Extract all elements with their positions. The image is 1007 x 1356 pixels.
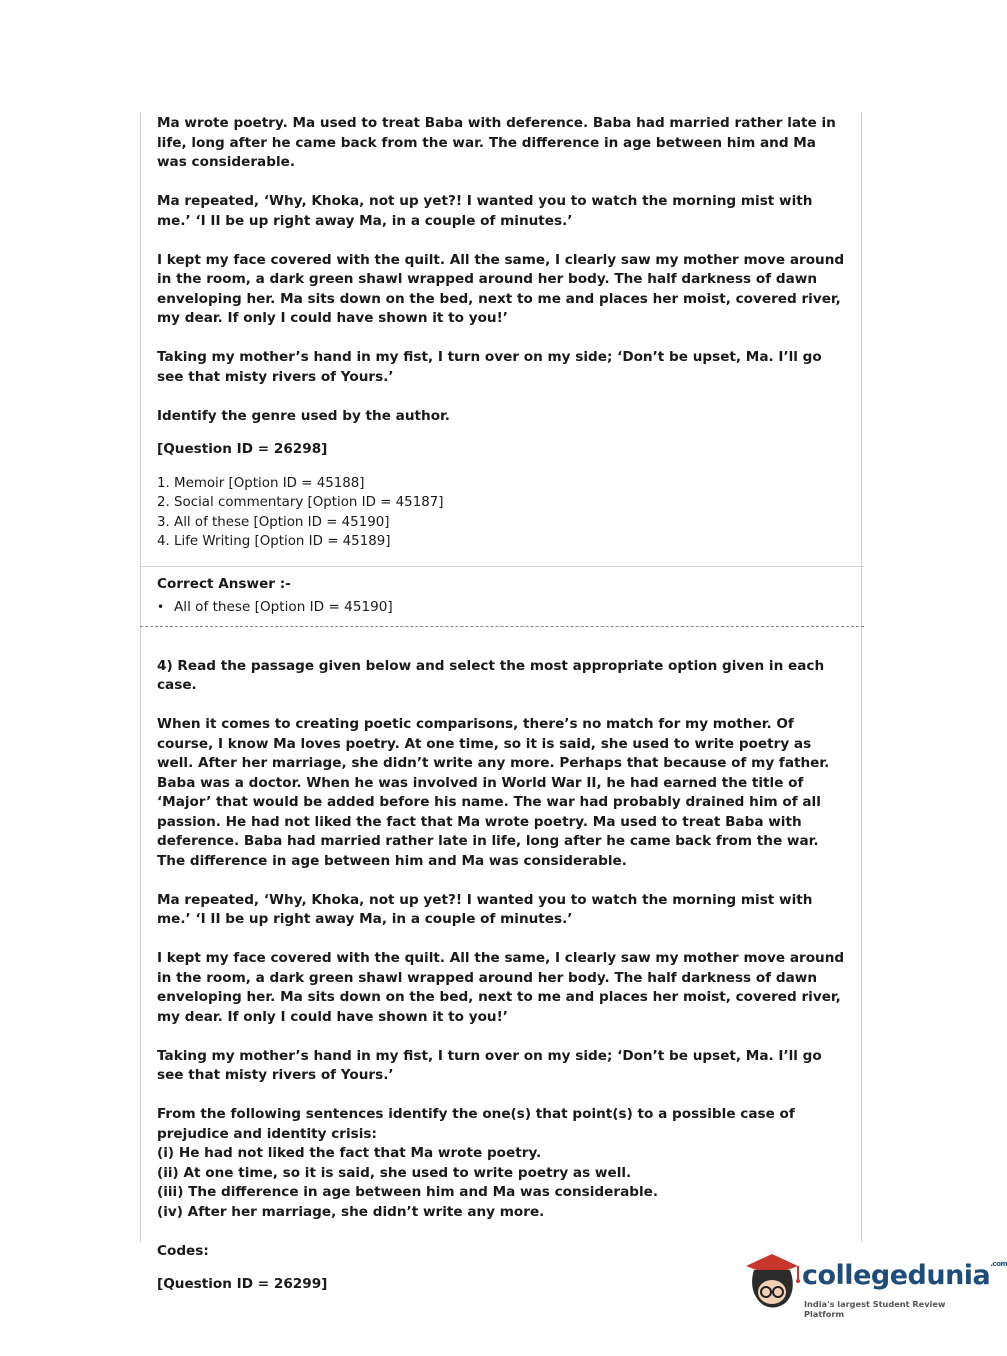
- q3-para-2: Ma repeated, ‘Why, Khoka, not up yet?! I wanted you to watch the morning mist with me.’ ‘I II be up right away Ma, in a couple of minutes.’: [157, 193, 813, 229]
- q4-codes: Codes:: [157, 1242, 209, 1259]
- brand-name: collegedunia$^{.com}$: [802, 1260, 1007, 1291]
- document-content: [157, 114, 847, 1295]
- q4-item: (iv) After her marriage, she didn’t write any more.: [157, 1203, 545, 1220]
- mascot-icon: [742, 1248, 802, 1318]
- q3-option: 2. Social commentary [Option ID = 45187]: [157, 495, 444, 510]
- q3-para-3: I kept my face covered with the quilt. All the same, I clearly saw my mother move around in the room, a dark green shawl wrapped around her body. The half darkness of dawn enveloping her. Ma sits down on the bed, next to me and places her moist, covered river, my dear. If only I could have shown it to you!’: [157, 251, 845, 326]
- q3-options: [157, 474, 847, 552]
- q3-para-1: Ma wrote poetry. Ma used to treat Baba with deference. Baba had married rather late in life, long after he came back from the war. The difference in age between him and Ma was considerable.: [157, 115, 836, 170]
- q4-para-3: I kept my face covered with the quilt. All the same, I clearly saw my mother move around in the room, a dark green shawl wrapped around her body. The half darkness of dawn enveloping her. Ma sits down on the bed, next to me and places her moist, covered river, my dear. If only I could have shown it to you!’: [157, 950, 845, 1025]
- q3-para-4: Taking my mother’s hand in my fist, I turn over on my side; ‘Don’t be upset, Ma. I’ll go see that misty rivers of Yours.’: [157, 349, 822, 385]
- q4-item: (i) He had not liked the fact that Ma wrote poetry.: [157, 1145, 542, 1161]
- q4-heading: 4) Read the passage given below and select the most appropriate option given in each case.: [157, 657, 825, 693]
- correct-answer-text: All of these [Option ID = 45190]: [174, 599, 393, 615]
- q4-para-2: Ma repeated, ‘Why, Khoka, not up yet?! I wanted you to watch the morning mist with me.’ ‘I II be up right away Ma, in a couple of minutes.’: [157, 891, 813, 927]
- q4-question-id: [Question ID = 26299]: [157, 1276, 328, 1292]
- collegedunia-logo: [742, 1248, 1007, 1319]
- q4-item: (iii) The difference in age between him and Ma was considerable.: [157, 1184, 659, 1200]
- q3-option: 3. All of these [Option ID = 45190]: [157, 514, 390, 530]
- brand-tagline: India's largest Student Review Platform: [804, 1299, 946, 1319]
- q4-para-1: When it comes to creating poetic comparisons, there’s no match for my mother. Of course, I know Ma loves poetry. At one time, so it is said, she used to write poetry as well. After her marriage, she didn’t write any more. Perhaps that because of my father. Baba was a doctor. When he was involved in World War II, he had earned the title of ‘Major’ that would be added before his name. The war had probably drained him of all passion. He had not liked the fact that Ma wrote poetry. Ma used to treat Baba with deference. Baba had married rather late in life, long after he came back from the war. The difference in age between him and Ma was considerable.: [157, 716, 830, 869]
- divider: [140, 566, 864, 567]
- q3-option: 4. Life Writing [Option ID = 45189]: [157, 534, 391, 549]
- q3-question-id: [Question ID = 26298]: [157, 441, 328, 457]
- q3-question: Identify the genre used by the author.: [157, 407, 450, 424]
- correct-answer-label: Correct Answer :-: [157, 575, 291, 592]
- bullet-icon: •: [157, 600, 165, 614]
- q3-option: 1. Memoir [Option ID = 45188]: [157, 475, 365, 491]
- q4-item: (ii) At one time, so it is said, she used to write poetry as well.: [157, 1164, 632, 1181]
- q4-question: From the following sentences identify the one(s) that point(s) to a possible case of prejudice and identity crisis:: [157, 1106, 795, 1142]
- q4-para-4: Taking my mother’s hand in my fist, I turn over on my side; ‘Don’t be upset, Ma. I’ll go see that misty rivers of Yours.’: [157, 1047, 822, 1083]
- correct-answer-item: [157, 598, 847, 618]
